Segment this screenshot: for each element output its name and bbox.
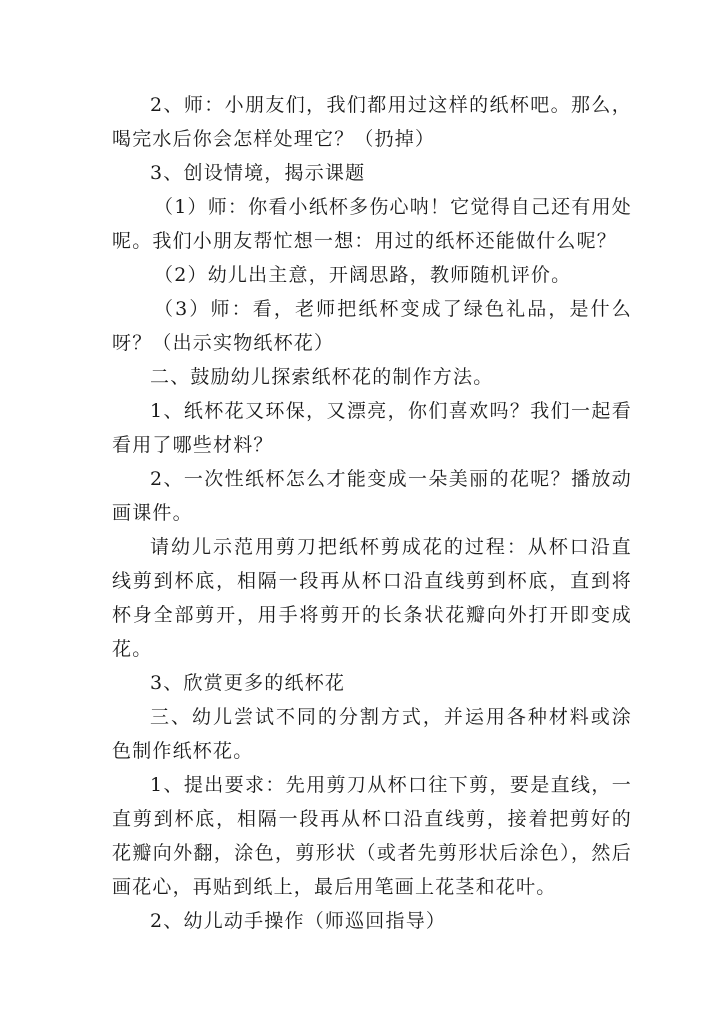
paragraph-create-scenario: 3、创设情境，揭示课题 [150,162,366,184]
paragraph-animation: 2、一次性纸杯怎么才能变成一朵美丽的花呢？播放动画课件。 [112,468,632,524]
section-heading-explore: 二、鼓励幼儿探索纸杯花的制作方法。 [150,366,494,388]
paragraph-materials: 1、纸杯花又环保，又漂亮，你们喜欢吗？我们一起看看用了哪些材料？ [112,400,632,456]
paragraph-hands-on: 2、幼儿动手操作（师巡回指导） [150,910,447,932]
paragraph-children-ideas: （2）幼儿出主意，开阔思路，教师随机评价。 [154,264,572,286]
section-heading-try: 三、幼儿尝试不同的分割方式，并运用各种材料或涂色制作纸杯花。 [112,706,632,762]
document-body [112,88,632,938]
paragraph-requirements: 1、提出要求：先用剪刀从杯口往下剪，要是直线，一直剪到杯底，相隔一段再从杯口沿直线剪，接着把剪好的花瓣向外翻，涂色，剪形状（或者先剪形状后涂色），然后画花心，再贴到纸上，最后用笔画上花茎和花叶。 [112,774,632,898]
paragraph-appreciate: 3、欣赏更多的纸杯花 [150,672,346,694]
paragraph-teacher-question: 2、师：小朋友们，我们都用过这样的纸杯吧。那么，喝完水后你会怎样处理它？（扔掉） [112,94,632,150]
paragraph-demonstration: 请幼儿示范用剪刀把纸杯剪成花的过程：从杯口沿直线剪到杯底，相隔一段再从杯口沿直线剪到杯底，直到将杯身全部剪开，用手将剪开的长条状花瓣向外打开即变成花。 [112,536,632,660]
paragraph-sad-cup: （1）师：你看小纸杯多伤心呐！它觉得自己还有用处呢。我们小朋友帮忙想一想：用过的纸杯还能做什么呢？ [112,196,632,252]
paragraph-green-gift: （3）师：看，老师把纸杯变成了绿色礼品，是什么呀？（出示实物纸杯花） [112,298,632,354]
